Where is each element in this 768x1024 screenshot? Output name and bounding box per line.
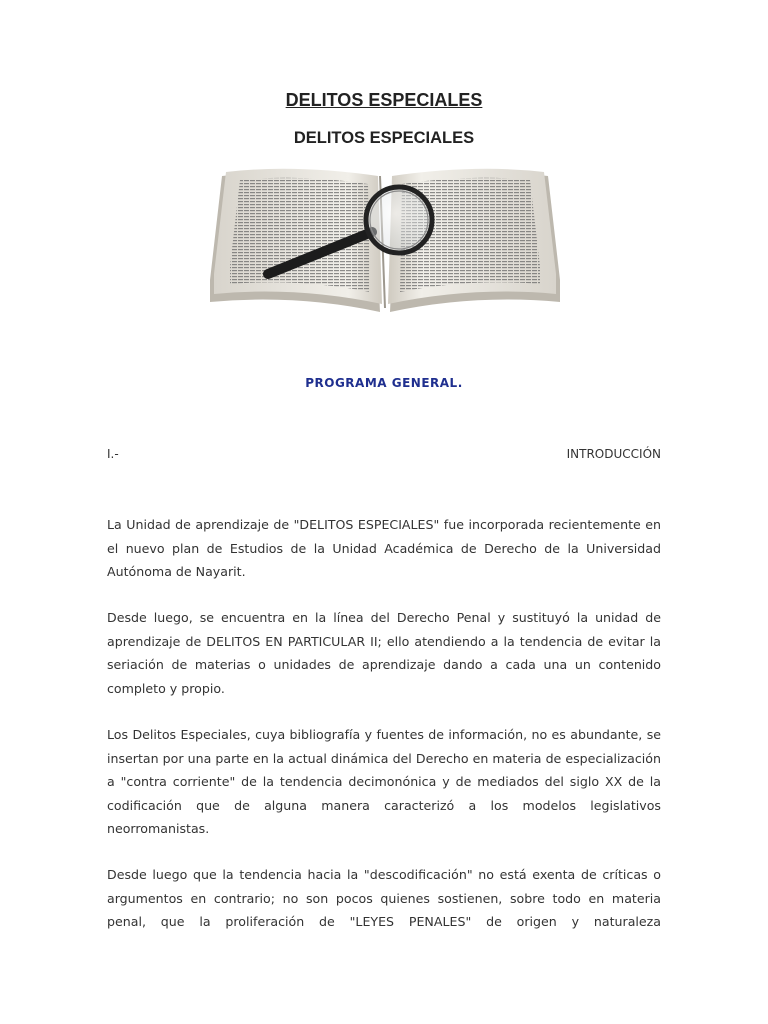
open-book-magnifier-icon [196, 162, 574, 322]
section-number: I.- [107, 447, 119, 461]
section-title: INTRODUCCIÓN [566, 447, 661, 461]
program-heading: PROGRAMA GENERAL. [305, 376, 463, 390]
section-header [107, 447, 661, 461]
paragraph: Los Delitos Especiales, cuya bibliografía y fuentes de información, no es abundante, se insertan por una parte en la actual dinámica del Derecho en materia de especialización a "contra corriente" de la tendencia decimonónica y de mediados del siglo XX de la codificación que de alguna manera caracterizó a los modelos legislativos neorromanistas. [107, 727, 661, 836]
document-title: DELITOS ESPECIALES [285, 90, 483, 110]
document-subtitle: DELITOS ESPECIALES [293, 129, 475, 147]
paragraph: Desde luego, se encuentra en la línea del Derecho Penal y sustituyó la unidad de aprendizaje de DELITOS EN PARTICULAR II; ello atendiendo a la tendencia de evitar la seriación de materias o unidades de aprendizaje dando a cada una un contenido completo y propio. [107, 610, 661, 696]
paragraph: La Unidad de aprendizaje de "DELITOS ESPECIALES" fue incorporada recientemente en el nuevo plan de Estudios de la Unidad Académica de Derecho de la Universidad Autónoma de Nayarit. [107, 517, 661, 579]
paragraph: Desde luego que la tendencia hacia la "descodificación" no está exenta de críticas o argumentos en contrario; no son pocos quienes sostienen, sobre todo en materia penal, que la proliferación de "LEYES PENALES" de origen y naturaleza [107, 867, 661, 929]
